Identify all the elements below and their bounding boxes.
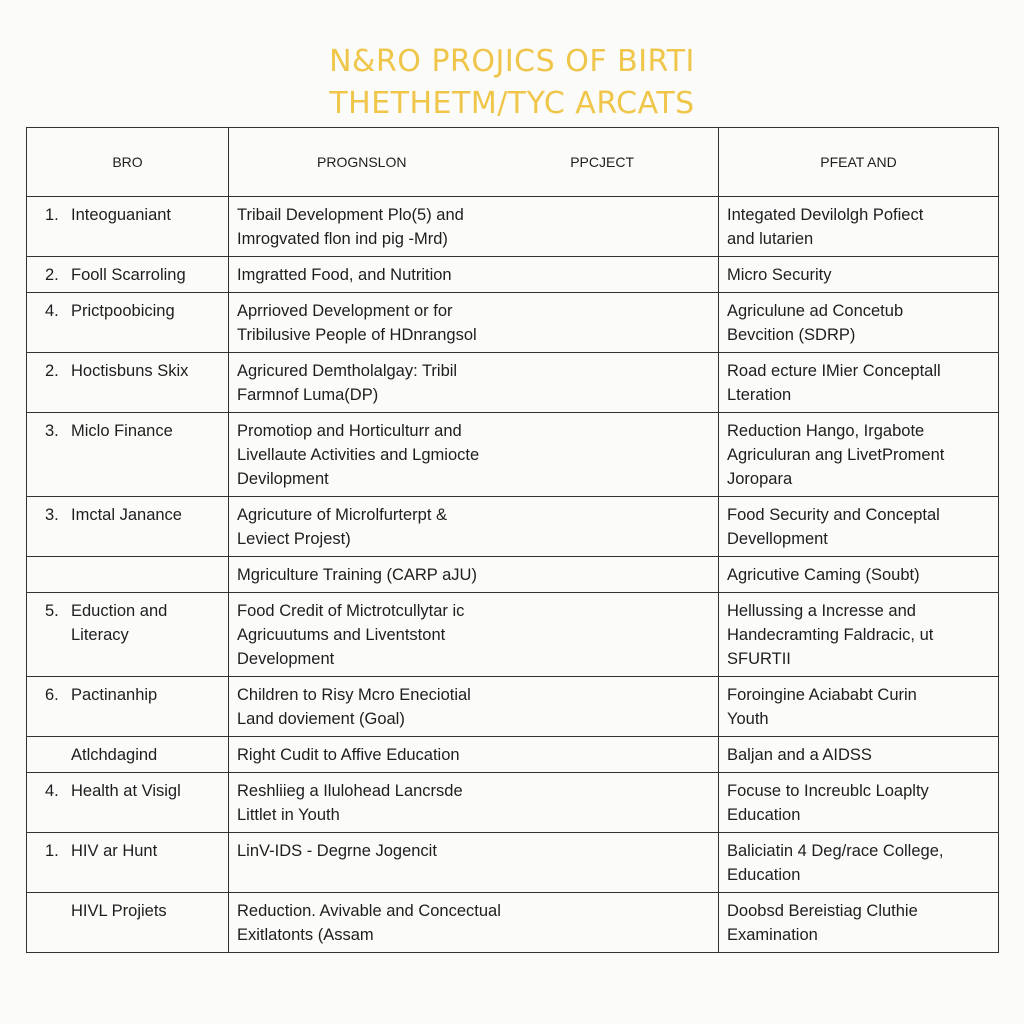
focus-line: Bevcition (SDRP)	[727, 326, 856, 344]
focus-line: Focuse to Increublc Loaplty	[727, 782, 929, 800]
cell-area	[27, 293, 229, 353]
table-row	[27, 197, 999, 257]
project-line: Agricured Demtholalgay: Tribil	[237, 362, 458, 380]
cell-focus	[719, 497, 999, 557]
project-line: Food Credit of Mictrotcullytar ic	[237, 602, 465, 620]
cell-area	[27, 413, 229, 497]
header-col-2a: PROGNSLON	[317, 154, 407, 170]
area-name-line: Pactinanhip	[71, 686, 158, 704]
project-line: Aprrioved Development or for	[237, 302, 453, 320]
focus-line: Education	[727, 806, 801, 824]
area-name-line: Atlchdagind	[71, 746, 158, 764]
project-line: Imgratted Food, and Nutrition	[237, 266, 452, 284]
table-row	[27, 893, 999, 953]
project-line: Leviect Projest)	[237, 530, 351, 548]
cell-focus	[719, 257, 999, 293]
cell-project	[229, 353, 719, 413]
project-line: Children to Risy Mcro Eneciotial	[237, 686, 471, 704]
cell-project	[229, 593, 719, 677]
project-line: Reshliieg a Ilulohead Lancrsde	[237, 782, 463, 800]
focus-line: Joropara	[727, 470, 793, 488]
area-name-line: HIV ar Hunt	[71, 842, 158, 860]
cell-project	[229, 197, 719, 257]
table-body	[27, 197, 999, 953]
project-line: Development	[237, 650, 335, 668]
header-col-2	[229, 128, 719, 197]
projects-table	[26, 127, 999, 953]
focus-line: Road ecture IMier Conceptall	[727, 362, 941, 380]
row-number	[45, 899, 71, 923]
project-line: Tribilusive People of HDnrangsol	[237, 326, 477, 344]
cell-focus	[719, 197, 999, 257]
row-number: 1.	[45, 842, 59, 860]
area-name-line: Hoctisbuns Skix	[71, 362, 189, 380]
cell-focus	[719, 833, 999, 893]
header-col-2b: PPCJECT	[570, 154, 634, 170]
project-line: Littlet in Youth	[237, 806, 340, 824]
header-row	[27, 128, 999, 197]
cell-area	[27, 773, 229, 833]
cell-area	[27, 677, 229, 737]
cell-focus	[719, 293, 999, 353]
area-name-line: Fooll Scarroling	[71, 266, 186, 284]
area-name-line: HIVL Projiets	[71, 902, 167, 920]
header-col-1: BRO	[27, 128, 229, 197]
cell-area	[27, 893, 229, 953]
project-line: Agricuutums and Liventstont	[237, 626, 446, 644]
project-line: Exitlatonts (Assam	[237, 926, 374, 944]
area-name-line: Eduction and	[71, 602, 168, 620]
focus-line: Agriculune ad Concetub	[727, 302, 904, 320]
focus-line: and lutarien	[727, 230, 814, 248]
cell-focus	[719, 593, 999, 677]
row-number: 3.	[45, 422, 59, 440]
cell-project	[229, 677, 719, 737]
project-line: Devilopment	[237, 470, 329, 488]
row-number	[45, 743, 71, 767]
focus-line: Devellopment	[727, 530, 828, 548]
row-number: 1.	[45, 206, 59, 224]
focus-line: Food Security and Conceptal	[727, 506, 940, 524]
table-row	[27, 677, 999, 737]
table-row	[27, 737, 999, 773]
row-number: 2.	[45, 266, 59, 284]
cell-area	[27, 257, 229, 293]
table-row	[27, 497, 999, 557]
cell-focus	[719, 353, 999, 413]
cell-focus	[719, 557, 999, 593]
focus-line: Agricutive Caming (Soubt)	[727, 566, 920, 584]
focus-line: Youth	[727, 710, 769, 728]
project-line: Reduction. Avivable and Concectual	[237, 902, 501, 920]
cell-project	[229, 557, 719, 593]
table-row	[27, 833, 999, 893]
project-line: LinV-IDS - Degrne Jogencit	[237, 842, 437, 860]
cell-area	[27, 557, 229, 593]
cell-project	[229, 737, 719, 773]
table-row	[27, 413, 999, 497]
focus-line: Hellussing a Incresse and	[727, 602, 916, 620]
table-row	[27, 293, 999, 353]
area-name-line: Prictpoobicing	[71, 302, 175, 320]
cell-focus	[719, 677, 999, 737]
project-line: Agricuture of Microlfurterpt &	[237, 506, 447, 524]
project-line: Promotiop and Horticulturr and	[237, 422, 462, 440]
cell-area	[27, 353, 229, 413]
row-number: 5.	[45, 602, 59, 620]
cell-area	[27, 593, 229, 677]
focus-line: Integated Devilolgh Pofiect	[727, 206, 924, 224]
row-number: 4.	[45, 782, 59, 800]
focus-line: Examination	[727, 926, 818, 944]
cell-project	[229, 773, 719, 833]
table-row	[27, 557, 999, 593]
focus-line: Baljan and a AIDSS	[727, 746, 872, 764]
cell-project	[229, 833, 719, 893]
cell-area	[27, 197, 229, 257]
cell-focus	[719, 413, 999, 497]
row-number: 3.	[45, 506, 59, 524]
table-row	[27, 353, 999, 413]
row-number: 6.	[45, 686, 59, 704]
cell-area	[27, 737, 229, 773]
area-name-line: Inteoguaniant	[71, 206, 172, 224]
cell-focus	[719, 737, 999, 773]
cell-project	[229, 893, 719, 953]
page-title-line-2: THETHETM/TYC ARCATS	[329, 86, 695, 122]
cell-project	[229, 257, 719, 293]
cell-project	[229, 497, 719, 557]
cell-focus	[719, 773, 999, 833]
focus-line: SFURTII	[727, 650, 791, 668]
focus-line: Agriculuran ang LivetProment	[727, 446, 945, 464]
project-line: Mgriculture Training (CARP aJU)	[237, 566, 477, 584]
row-number: 2.	[45, 362, 59, 380]
focus-line: Doobsd Bereistiag Cluthie	[727, 902, 918, 920]
area-name-line: Health at Visigl	[71, 782, 181, 800]
project-line: Tribail Development Plo(5) and	[237, 206, 464, 224]
cell-project	[229, 413, 719, 497]
table-row	[27, 773, 999, 833]
focus-line: Foroingine Aciababt Curin	[727, 686, 917, 704]
table-row	[27, 593, 999, 677]
table-header	[27, 128, 999, 197]
page-title-line-1: N&RO PROJICS OF BIRTI	[329, 44, 695, 80]
focus-line: Reduction Hango, Irgabote	[727, 422, 925, 440]
project-line: Farmnof Luma(DP)	[237, 386, 379, 404]
focus-line: Baliciatin 4 Deg/race College,	[727, 842, 944, 860]
row-number: 4.	[45, 302, 59, 320]
focus-line: Micro Security	[727, 266, 832, 284]
project-line: Imrogvated flon ind pig -Mrd)	[237, 230, 448, 248]
project-line: Right Cudit to Affive Education	[237, 746, 460, 764]
focus-line: Lteration	[727, 386, 792, 404]
project-line: Land doviement (Goal)	[237, 710, 405, 728]
focus-line: Education	[727, 866, 801, 884]
cell-project	[229, 293, 719, 353]
focus-line: Handecramting Faldracic, ut	[727, 626, 934, 644]
cell-area	[27, 833, 229, 893]
area-name-line: Miclo Finance	[71, 422, 173, 440]
project-line: Livellaute Activities and Lgmiocte	[237, 446, 480, 464]
area-name-line: Imctal Janance	[71, 506, 182, 524]
cell-area	[27, 497, 229, 557]
header-col-3: PFEAT AND	[719, 128, 999, 197]
cell-focus	[719, 893, 999, 953]
area-name-line: Literacy	[71, 626, 129, 644]
table-row	[27, 257, 999, 293]
